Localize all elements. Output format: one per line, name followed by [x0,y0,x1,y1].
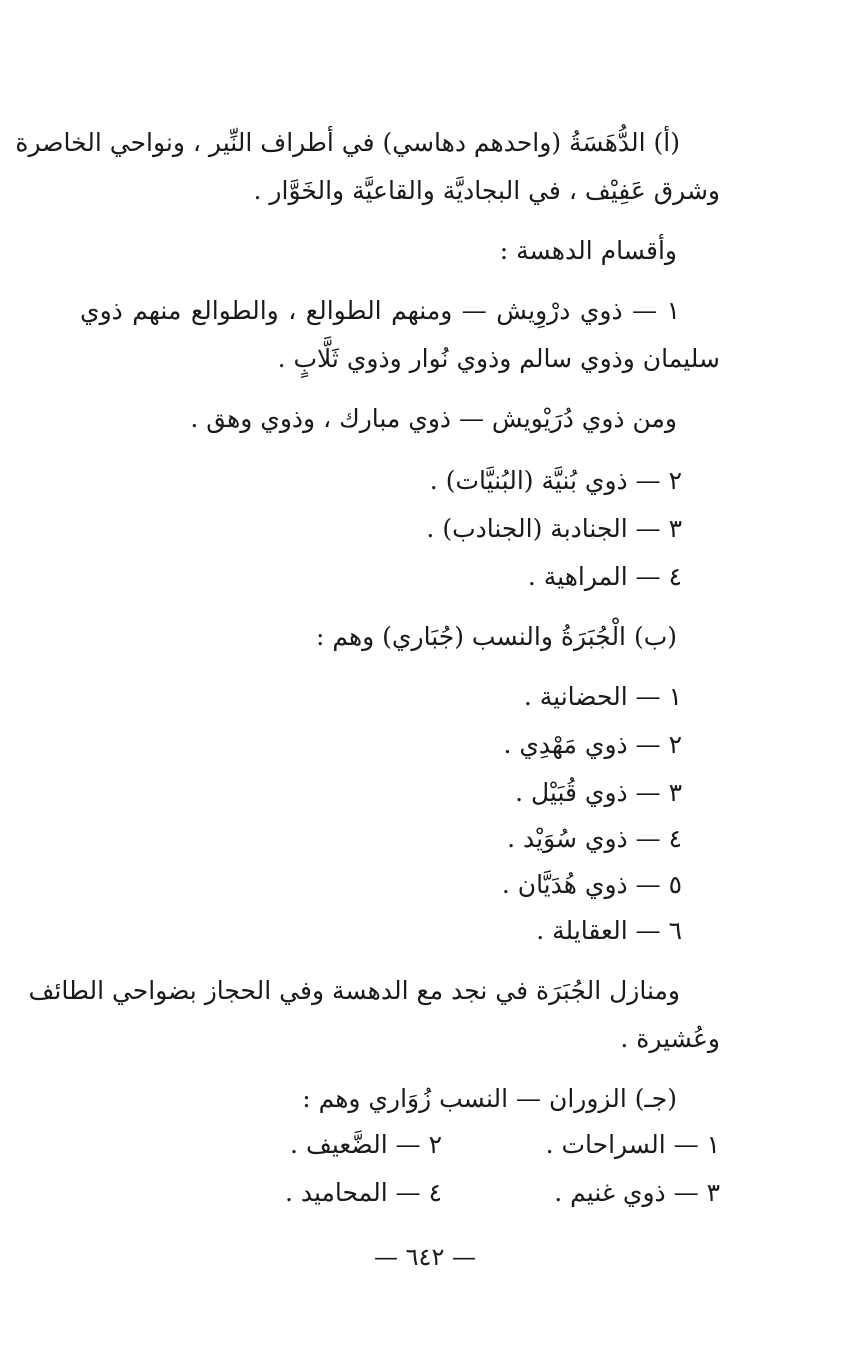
division-1-line-2: سليمان وذوي سالم وذوي نُوار وذوي ثَلَّابٍ . [277,344,720,373]
division-1-subline: ومن ذوي دُرَيْويش — ذوي مبارك ، وذوي وهق . [190,404,677,433]
section-c-item-3: ٣ — ذوي غنيم . [554,1178,720,1207]
division-4: ٤ — المراهية . [527,562,682,591]
divisions-heading: وأقسام الدهسة : [499,236,677,265]
section-a-para-line-1: (أ) الدُّهَسَةُ (واحدهم دهاسي) في أطراف النِّير ، ونواحي الخاصرة [15,128,680,157]
section-b-heading: (ب) الْجُبَرَةُ والنسب (جُبَاري) وهم : [315,622,677,651]
section-b-dwellings-line-2: وعُشيرة . [620,1024,720,1053]
page-number: — ٦٤٢ — [374,1243,476,1271]
section-c-item-1: ١ — السراحات . [545,1130,720,1159]
section-b-dwellings-line-1: ومنازل الجُبَرَة في نجد مع الدهسة وفي الحجاز بضواحي الطائف [28,976,680,1005]
section-c-item-2: ٢ — الضَّعيف . [290,1130,442,1159]
section-c-heading: (جـ) الزوران — النسب زُوَاري وهم : [302,1084,677,1113]
division-3: ٣ — الجنادبة (الجنادب) . [426,514,682,543]
section-b-item-6: ٦ — العقايلة . [536,916,682,945]
section-b-item-4: ٤ — ذوي سُوَيْد . [507,824,682,853]
section-b-item-1: ١ — الحضانية . [523,682,682,711]
section-b-item-5: ٥ — ذوي هُدَيَّان . [501,870,682,899]
section-c-item-4: ٤ — المحاميد . [284,1178,442,1207]
section-a-para-line-2: وشرق عَفِيْف ، في البجاديَّة والقاعيَّة والخَوَّار . [253,176,720,205]
section-b-item-3: ٣ — ذوي قُبَيْل . [515,778,682,807]
section-b-item-2: ٢ — ذوي مَهْدِي . [503,730,682,759]
division-2: ٢ — ذوي بُنيَّة (البُنيَّات) . [429,466,682,495]
division-1-line-1: ١ — ذوي درْوِيش — ومنهم الطوالع ، والطوالع منهم ذوي [80,296,680,325]
